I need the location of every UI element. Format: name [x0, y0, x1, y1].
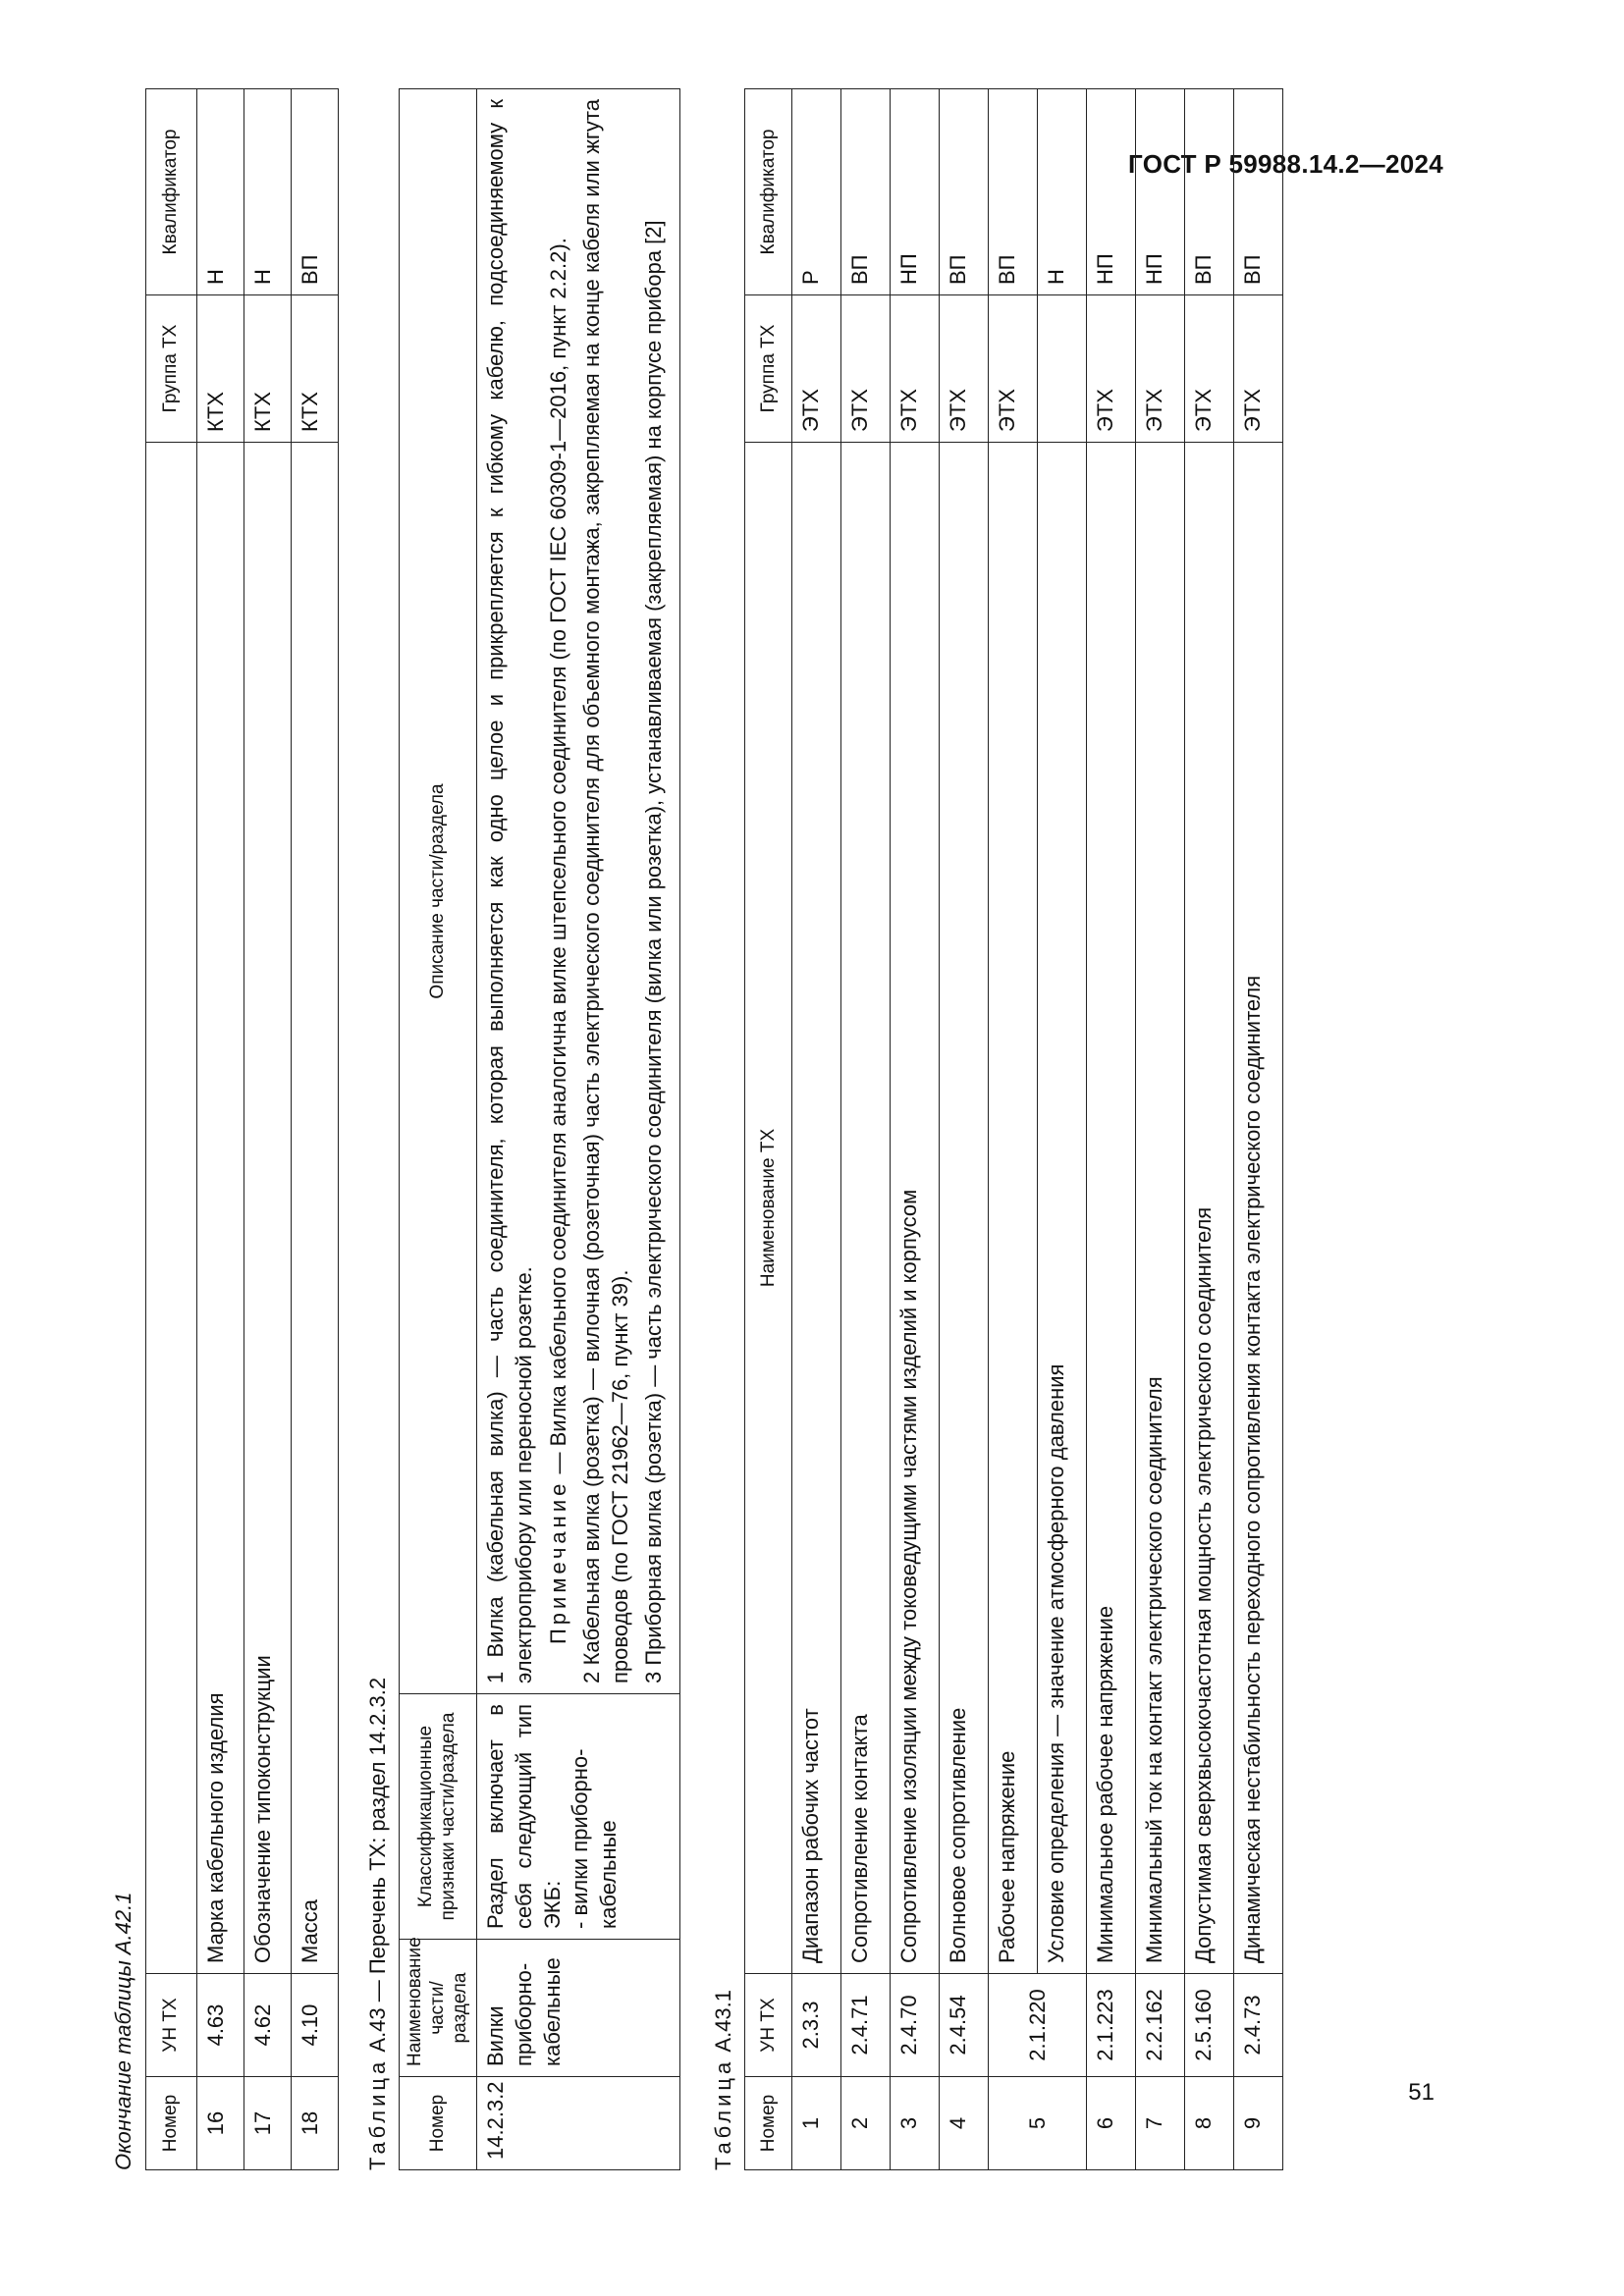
- cell-un: 2.4.71: [841, 1974, 891, 2077]
- col-header-description: Описание части/раздела: [400, 89, 477, 1694]
- cell-qualifier: ВП: [841, 89, 891, 295]
- table-row: [477, 89, 680, 2170]
- cell-group: [1038, 295, 1087, 443]
- cell-qualifier: НП: [1087, 89, 1136, 295]
- col-header-group: Группа ТХ: [745, 295, 792, 443]
- cell-name: Диапазон рабочих частот: [792, 443, 841, 1974]
- cell-qualifier: ВП: [1185, 89, 1234, 295]
- col-header-number: Номер: [745, 2077, 792, 2170]
- table-a43-caption: [364, 30, 392, 2170]
- cell-name: Масса: [291, 443, 338, 1974]
- cell-un: 2.5.160: [1185, 1974, 1234, 2077]
- cell-name: Обозначение типоконструкции: [244, 443, 291, 1974]
- cell-number: 17: [244, 2077, 291, 2170]
- cell-number: 18: [291, 2077, 338, 2170]
- table-row: [1038, 89, 1087, 2170]
- cell-qualifier: Р: [792, 89, 841, 295]
- cell-name: Минимальный ток на контакт электрического соединителя: [1136, 443, 1185, 1974]
- col-header-number: Номер: [145, 2077, 196, 2170]
- cell-number: 8: [1185, 2077, 1234, 2170]
- cell-group: ЭТХ: [1087, 295, 1136, 443]
- table-a431: [744, 88, 1283, 2170]
- table-row: [1234, 89, 1283, 2170]
- caption-rest: А.43 — Перечень ТХ: раздел 14.2.3.2: [364, 1677, 390, 2053]
- cell-qualifier: НП: [891, 89, 940, 295]
- cell-part-name: Вилки приборно-кабельные: [477, 1940, 680, 2077]
- cell-un: 4.10: [291, 1974, 338, 2077]
- cell-name: Допустимая сверхвысокочастотная мощность электрического соединителя: [1185, 443, 1234, 1974]
- cell-number: 14.2.3.2: [477, 2077, 680, 2170]
- cell-description: [477, 89, 680, 1694]
- cell-name: Сопротивление контакта: [841, 443, 891, 1974]
- table-row: [841, 89, 891, 2170]
- classification-text: Раздел включает в себя следующий тип ЭКБ:: [483, 1704, 565, 1929]
- cell-name: Рабочее напряжение: [989, 443, 1038, 1974]
- col-header-number: Номер: [400, 2077, 477, 2170]
- col-header-un: УН ТХ: [145, 1974, 196, 2077]
- cell-name: Минимальное рабочее напряжение: [1087, 443, 1136, 1974]
- cell-group: КТХ: [196, 295, 244, 443]
- cell-qualifier: Н: [1038, 89, 1087, 295]
- table-row: [196, 89, 244, 2170]
- cell-group: ЭТХ: [989, 295, 1038, 443]
- col-header-qualifier: Квалификатор: [745, 89, 792, 295]
- table-row: [891, 89, 940, 2170]
- cell-un: 2.3.3: [792, 1974, 841, 2077]
- document-code: ГОСТ Р 59988.14.2—2024: [1128, 149, 1443, 179]
- caption-prefix: Таблица: [710, 2057, 735, 2170]
- table-a42: [145, 88, 339, 2170]
- cell-group: ЭТХ: [1234, 295, 1283, 443]
- note-label: Примечание: [545, 1479, 570, 1644]
- cell-group: ЭТХ: [1136, 295, 1185, 443]
- table-a43: [399, 88, 680, 2170]
- cell-group: КТХ: [291, 295, 338, 443]
- cell-name: Динамическая нестабильность переходного сопротивления контакта электрического соединителя: [1234, 443, 1283, 1974]
- col-header-classification: Классификационные признаки части/раздела: [400, 1694, 477, 1940]
- cell-group: ЭТХ: [891, 295, 940, 443]
- cell-classification: [477, 1694, 680, 1940]
- table-row: [291, 89, 338, 2170]
- page-number: 51: [1408, 2079, 1435, 2106]
- cell-un: 2.4.54: [940, 1974, 989, 2077]
- cell-group: ЭТХ: [792, 295, 841, 443]
- cell-number: 5: [989, 2077, 1087, 2170]
- table-row: [792, 89, 841, 2170]
- cell-un: 2.4.73: [1234, 1974, 1283, 2077]
- cell-un: 2.1.220: [989, 1974, 1087, 2077]
- cell-name: Сопротивление изоляции между токоведущими частями изделий и корпусом: [891, 443, 940, 1974]
- col-header-qualifier: Квалификатор: [145, 89, 196, 295]
- cell-qualifier: ВП: [1234, 89, 1283, 295]
- cell-un: 2.2.162: [1136, 1974, 1185, 2077]
- table-row: [1185, 89, 1234, 2170]
- note-text: — Вилка кабельного соединителя аналогична вилке штепсельного соединителя (по ГОСТ IEC 60309-1—2016, пункт 2.2.2).: [545, 238, 570, 1480]
- description-item-3: 3 Приборная вилка (розетка) — часть электрического соединителя (вилка или розетка), устанавливаемая (закрепляемая) на корпусе прибора [2]: [641, 220, 667, 1683]
- cell-name: Марка кабельного изделия: [196, 443, 244, 1974]
- table-row: [940, 89, 989, 2170]
- description-item-1: 1 Вилка (кабельная вилка) — часть соединителя, которая выполняется как одно целое и прикрепляется к гибкому кабелю, подсоединяемому к электроприбору или переносной розетке.: [483, 99, 536, 1683]
- table-row: [1136, 89, 1185, 2170]
- classification-item: - вилки приборно-кабельные: [568, 1748, 621, 1929]
- col-header-group: Группа ТХ: [145, 295, 196, 443]
- cell-number: 7: [1136, 2077, 1185, 2170]
- col-header-part-name: Наименование части/раздела: [400, 1940, 477, 2077]
- cell-number: 2: [841, 2077, 891, 2170]
- cell-number: 1: [792, 2077, 841, 2170]
- rotated-content: [110, 30, 1445, 2170]
- cell-name: Волновое сопротивление: [940, 443, 989, 1974]
- cell-number: 9: [1234, 2077, 1283, 2170]
- table-row: [244, 89, 291, 2170]
- table-row: [989, 89, 1038, 2170]
- cell-qualifier: Н: [196, 89, 244, 295]
- caption-rest: А.43.1: [710, 1990, 735, 2053]
- col-header-name: Наименование ТХ: [745, 443, 792, 1974]
- cell-group: ЭТХ: [940, 295, 989, 443]
- cell-number: 3: [891, 2077, 940, 2170]
- description-item-2: 2 Кабельная вилка (розетка) — вилочная (розеточная) часть электрического соединителя для объемного монтажа, закрепляемая на конце кабеля или жгута проводов (по ГОСТ 21962—76, пункт 39).: [579, 99, 632, 1683]
- cell-name: Условие определения — значение атмосферного давления: [1038, 443, 1087, 1974]
- cell-group: ЭТХ: [841, 295, 891, 443]
- caption-prefix: Таблица: [364, 2057, 390, 2170]
- cell-qualifier: ВП: [291, 89, 338, 295]
- table-a431-caption: [710, 30, 737, 2170]
- table-row: [1087, 89, 1136, 2170]
- cell-un: 4.62: [244, 1974, 291, 2077]
- cell-un: 2.1.223: [1087, 1974, 1136, 2077]
- cell-qualifier: ВП: [989, 89, 1038, 295]
- col-header-un: УН ТХ: [745, 1974, 792, 2077]
- cell-qualifier: Н: [244, 89, 291, 295]
- cell-group: ЭТХ: [1185, 295, 1234, 443]
- cell-qualifier: ВП: [940, 89, 989, 295]
- cell-group: КТХ: [244, 295, 291, 443]
- cell-qualifier: НП: [1136, 89, 1185, 295]
- description-note: [545, 99, 573, 1683]
- cell-number: 6: [1087, 2077, 1136, 2170]
- cell-un: 4.63: [196, 1974, 244, 2077]
- table-a42-caption: Окончание таблицы А.42.1: [111, 1892, 135, 2170]
- cell-un: 2.4.70: [891, 1974, 940, 2077]
- cell-number: 4: [940, 2077, 989, 2170]
- col-header-name: [145, 443, 196, 1974]
- cell-number: 16: [196, 2077, 244, 2170]
